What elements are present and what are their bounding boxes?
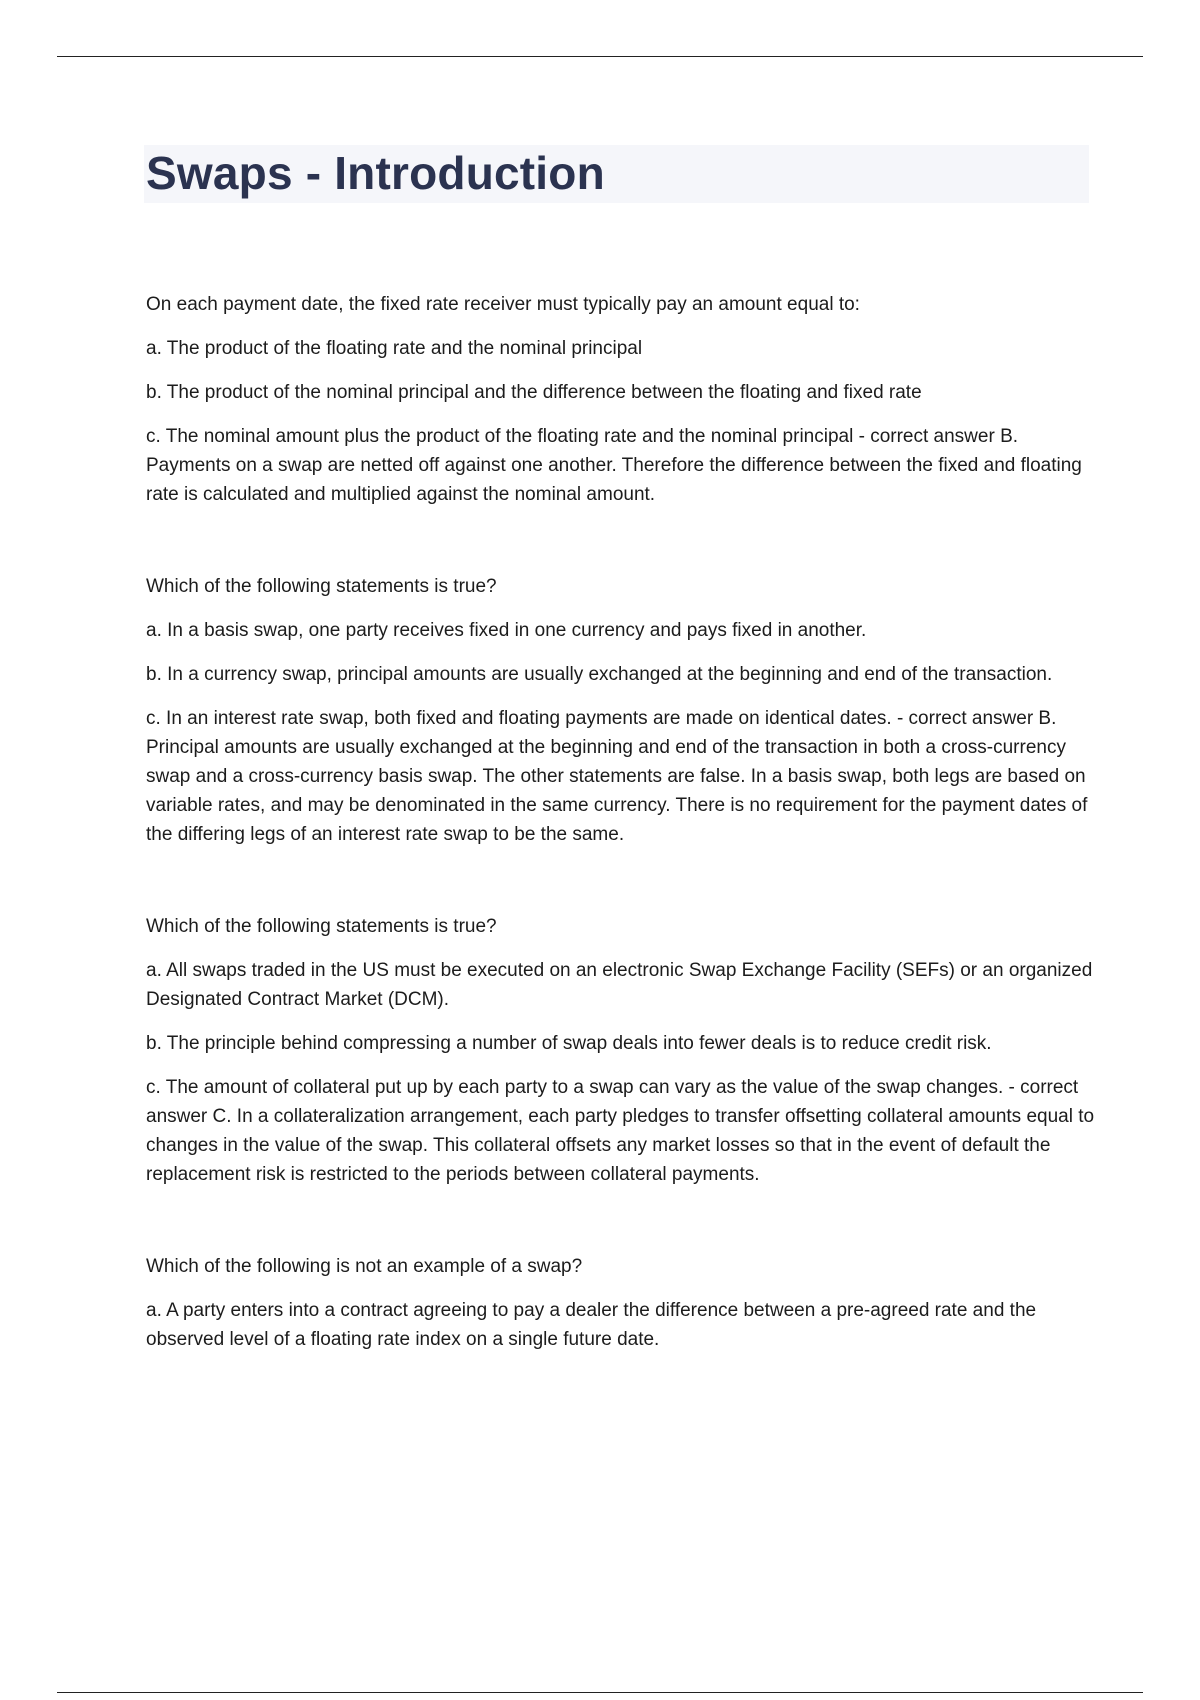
answer-option: c. The nominal amount plus the product of the floating rate and the nominal principal - correct answer B. Payments on a swap are netted off against one another. Therefore the difference between the fixed and floating rate is calculated and multiplied against the nominal amount. bbox=[146, 426, 1082, 505]
question-text: Which of the following statements is true? bbox=[146, 576, 497, 597]
question-block bbox=[146, 1252, 1096, 1354]
answer-option: b. In a currency swap, principal amounts are usually exchanged at the beginning and end of the transaction. bbox=[146, 664, 1053, 685]
question-text: Which of the following is not an example of a swap? bbox=[146, 1256, 583, 1277]
header-rule bbox=[57, 56, 1143, 57]
answer-option: c. The amount of collateral put up by each party to a swap can vary as the value of the swap changes. - correct answer C. In a collateralization arrangement, each party pledges to transfer offsetting collateral amounts equal to changes in the value of the swap. This collateral offsets any market losses so that in the event of default the replacement risk is restricted to the periods between collateral payments. bbox=[146, 1077, 1095, 1185]
answer-option: a. The product of the floating rate and the nominal principal bbox=[146, 338, 643, 359]
page-title: Swaps - Introduction bbox=[146, 147, 605, 199]
question-block bbox=[146, 572, 1096, 849]
answer-option: a. A party enters into a contract agreeing to pay a dealer the difference between a pre-agreed rate and the observed level of a floating rate index on a single future date. bbox=[146, 1300, 1037, 1350]
question-text: On each payment date, the fixed rate receiver must typically pay an amount equal to: bbox=[146, 294, 860, 315]
question-text: Which of the following statements is true? bbox=[146, 916, 497, 937]
footer-rule bbox=[57, 1692, 1143, 1693]
answer-option: c. In an interest rate swap, both fixed and floating payments are made on identical dates. - correct answer B. Principal amounts are usually exchanged at the beginning and end of the transaction in both a cross-currency swap and a cross-currency basis swap. The other statements are false. In a basis swap, both legs are based on variable rates, and may be denominated in the same currency. There is no requirement for the payment dates of the differing legs of an interest rate swap to be the same. bbox=[146, 708, 1088, 845]
answer-option: b. The principle behind compressing a number of swap deals into fewer deals is to reduce credit risk. bbox=[146, 1033, 992, 1054]
answer-option: a. All swaps traded in the US must be executed on an electronic Swap Exchange Facility (SEFs) or an organized Designated Contract Market (DCM). bbox=[146, 960, 1093, 1010]
question-block bbox=[146, 912, 1096, 1189]
document-body bbox=[146, 290, 1096, 1417]
answer-option: a. In a basis swap, one party receives fixed in one currency and pays fixed in another. bbox=[146, 620, 867, 641]
answer-option: b. The product of the nominal principal and the difference between the floating and fixed rate bbox=[146, 382, 922, 403]
question-block bbox=[146, 290, 1096, 509]
